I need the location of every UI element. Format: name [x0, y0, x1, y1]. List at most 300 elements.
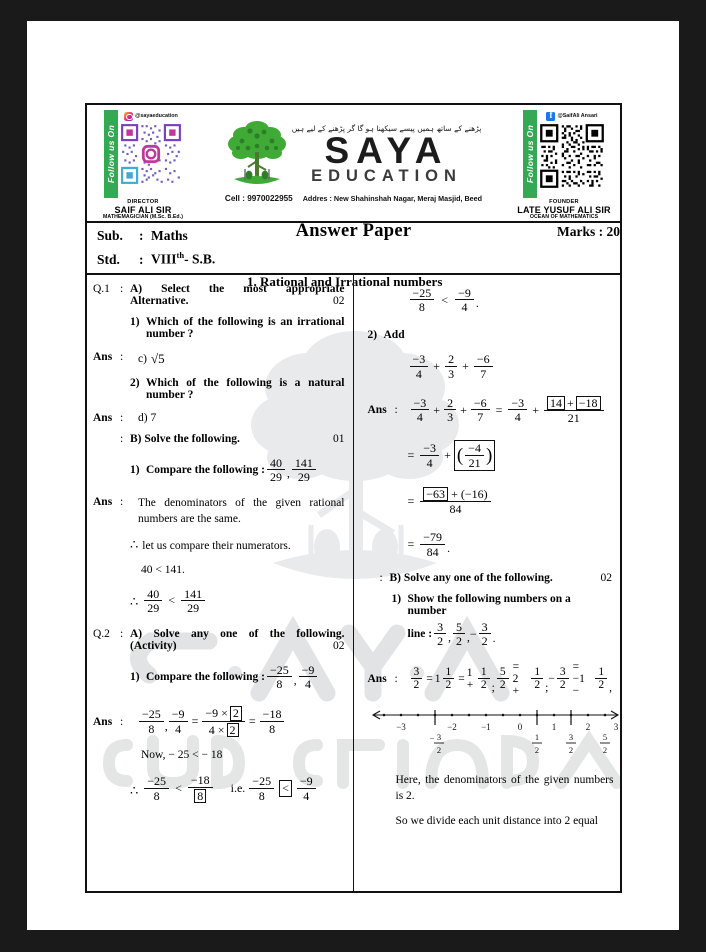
q1b-fraction-1	[267, 457, 285, 483]
rc-e1-f2-den: 3	[448, 366, 455, 381]
rc-a-f1-num: −3	[411, 397, 430, 410]
ex-a6	[557, 667, 569, 692]
rc-top-f2-num: −9	[455, 287, 474, 300]
q1-item2-text	[146, 377, 345, 401]
rc-top-f1-num: −25	[410, 287, 435, 300]
standard-value-tail: - S.B.	[184, 251, 216, 267]
svg-text:2: 2	[585, 722, 590, 733]
rc-top-comparison	[408, 287, 613, 313]
rc-a-f3-num: −6	[471, 397, 490, 410]
q1-part-a-line	[93, 283, 345, 295]
svg-text:2: 2	[534, 745, 539, 756]
q1-part-a-text2	[130, 295, 345, 307]
q2-ff2-den-box: 8	[194, 789, 206, 803]
rc-b1-period: .	[492, 633, 496, 646]
ex-a4	[497, 667, 509, 692]
standard-label: Std.	[97, 251, 120, 267]
letterhead-banner	[87, 105, 620, 223]
q1b-compare-label: Compare the following :	[146, 464, 265, 477]
follow-us-strip-left: Follow us On	[104, 110, 118, 198]
founder-role-label: FOUNDER	[549, 199, 579, 205]
q1b-fraction-2	[292, 457, 316, 483]
rc-closing-line-2: is 2.	[395, 789, 415, 802]
rc-e1-plus-1: +	[433, 359, 441, 374]
ans1-value-wrap	[138, 351, 345, 367]
rc-answer-line	[368, 396, 613, 424]
q1-item1-line2: number ?	[146, 328, 194, 340]
rc-b1-f3-den: 2	[481, 634, 488, 649]
ex-a7	[595, 667, 607, 692]
q2-ff2-den	[191, 788, 209, 803]
q1-alternative-label: Alternative.	[130, 295, 189, 307]
rc-s4-den: 84	[426, 544, 439, 559]
ex-eq1: =	[426, 673, 433, 686]
svg-text:−3: −3	[395, 722, 406, 733]
q1b-cf2-den: 29	[187, 600, 200, 615]
instagram-icon	[124, 112, 133, 121]
q1-part-a-text: A) Select the most appropriate	[130, 283, 345, 295]
svg-text:3: 3	[613, 722, 618, 733]
q1b-numerators-text: let us compare their numerators.	[142, 539, 291, 552]
rc-top-f2	[455, 287, 474, 313]
ex-a2d: 2	[445, 679, 452, 692]
ex-a1n: 3	[411, 667, 423, 680]
q1b-conclusion	[130, 588, 345, 614]
facebook-qr-code	[539, 123, 605, 189]
rc-closing-line-3: So we divide each unit distance into 2 equal	[395, 815, 598, 828]
q1b-concl-f1	[144, 588, 162, 614]
q1-part-b-line	[93, 433, 345, 445]
ans1-option: c)	[138, 353, 147, 365]
q1-item1-line1: Which of the following is an irrational	[146, 316, 345, 328]
rc-box-neg18: −18	[576, 396, 601, 410]
q1b-f2-den: 29	[297, 470, 310, 485]
q2-now-comparison: Now, − 25 < − 18	[141, 748, 223, 761]
q2-f2-num: −9	[299, 664, 318, 677]
q2-f2-den: 4	[304, 677, 311, 692]
q2-ie-label: i.e.	[230, 781, 246, 796]
ex-a7n: 1	[595, 667, 607, 680]
q1-partb-colon: :	[120, 433, 124, 445]
ex-semi1: ;	[491, 682, 495, 695]
q2-part-a-line	[93, 628, 345, 640]
ex-a6d: 2	[559, 679, 566, 692]
q1b-f1-num: 40	[267, 457, 285, 470]
rc-s4-num: −79	[420, 531, 445, 544]
ex-comma-end: ,	[609, 682, 612, 695]
standard-value	[151, 250, 215, 268]
rc-e1-f3-den: 7	[480, 366, 487, 381]
rc-part-b-line	[368, 572, 613, 584]
q2-item-1	[130, 664, 345, 690]
q2-final-lt-box: <	[279, 780, 292, 797]
rc-s2-equals: =	[407, 448, 415, 463]
q2-f1-num: −25	[267, 664, 292, 677]
q2-ans-tag: Ans	[93, 715, 113, 728]
svg-text:5: 5	[602, 732, 607, 743]
therefore-symbol-2: ∴	[130, 594, 139, 609]
q1-ans-1	[93, 351, 345, 367]
rc-b1-f3	[479, 621, 491, 647]
ex-a5n: 1	[531, 667, 543, 680]
rc-b1-f2-den: 2	[455, 634, 462, 649]
rc-a-f5-num	[544, 396, 604, 411]
rc-s3-equals: =	[407, 493, 415, 508]
svg-text:−2: −2	[446, 722, 457, 733]
rc-a-f4-num: −3	[508, 397, 527, 410]
q2-ans-expression	[138, 706, 285, 736]
rc-s2-f1	[420, 442, 439, 468]
q2-activity-label: (Activity)	[130, 640, 177, 652]
rc-a-f3	[471, 397, 490, 423]
rc-e1-f1-num: −3	[410, 353, 429, 366]
rc-item2-number: 2)	[367, 329, 378, 342]
q2-part-a-text: A) Solve any one of the following.	[130, 628, 345, 640]
rc-b1-line-word: line :	[407, 628, 433, 641]
q1-item-1	[130, 316, 345, 340]
q1-colon: :	[120, 283, 124, 295]
q1-item2-line1: Which of the following is a natural	[146, 377, 345, 389]
subject-label: Sub.	[97, 228, 123, 243]
q2-item1-body	[146, 664, 345, 690]
rc-b1-ans-expression	[409, 661, 613, 697]
therefore-symbol-3: ∴	[130, 782, 139, 798]
rc-a-f2-num: 2	[444, 397, 456, 410]
rc-b1-number: 1)	[391, 592, 402, 605]
ex-eq3: = 2 +	[512, 661, 520, 698]
rc-box-plus: +	[566, 395, 574, 410]
q1b-f2-num: 141	[292, 457, 316, 470]
q2a-f1-den: 8	[148, 721, 155, 736]
q2-ff4-den: 4	[303, 788, 310, 803]
answer-body	[87, 275, 620, 891]
rc-b1-f1	[434, 621, 446, 647]
right-social-block	[508, 105, 620, 221]
rc-s2-boxed-fraction	[454, 440, 495, 470]
q2a-f2-den: 4	[175, 721, 182, 736]
q1b-therefore-line	[130, 537, 345, 555]
rc-b-item-1	[392, 593, 613, 617]
ex-eq2: =	[458, 673, 465, 686]
number-line-diagram	[368, 705, 618, 767]
ex-one2: 1 +	[466, 667, 474, 692]
rc-s2-f2	[465, 442, 484, 468]
rc-a-plus-1: +	[433, 402, 441, 417]
rc-a-f4-den: 4	[514, 410, 521, 425]
rc-s2-f1-num: −3	[420, 442, 439, 455]
page-title: Answer Paper	[295, 221, 412, 241]
q2-colon: :	[120, 628, 124, 640]
facebook-icon	[546, 112, 555, 121]
ex-a7d: 2	[598, 679, 605, 692]
rc-step-2	[408, 440, 613, 470]
chapter-title: 1. Rational and Irrational numbers	[247, 274, 443, 289]
svg-text:2: 2	[436, 745, 441, 756]
left-answer-column	[87, 275, 354, 891]
rc-a-equals: =	[495, 402, 503, 417]
q2-ans-colon: :	[120, 715, 124, 728]
rc-b1-f3-num: 3	[479, 621, 491, 634]
ex-a5d: 2	[534, 679, 541, 692]
q1b-item-1	[130, 457, 345, 483]
q2a-f3-num	[202, 706, 245, 721]
ex-a3	[478, 667, 490, 692]
rc-ans-colon: :	[394, 404, 398, 417]
rc-b1-ans-tag: Ans	[367, 673, 387, 686]
q1-tag: Q.1	[93, 283, 110, 295]
rc-e1-f1-den: 4	[415, 366, 422, 381]
rc-a-f4	[508, 397, 527, 423]
rc-box-neg63: −63	[423, 487, 448, 501]
cell-number: Cell : 9970022955	[224, 194, 293, 203]
instagram-handle: @sayaeducation	[135, 113, 178, 119]
q1b-separator: ,	[286, 468, 290, 481]
rc-b1-sep1: ,	[448, 632, 451, 645]
rc-closing-line-1: Here, the denominators of the given numbers	[395, 774, 614, 787]
q1b-f1-den: 29	[269, 470, 282, 485]
founder-credit	[517, 200, 610, 221]
rc-ans-expression	[409, 396, 606, 424]
rc-s4-equals: =	[407, 537, 415, 552]
q2-compare-label: Compare the following :	[146, 671, 265, 684]
rc-b1-f1-num: 3	[434, 621, 446, 634]
svg-text:−1: −1	[480, 722, 491, 733]
q2a-f4-num: −18	[260, 708, 285, 721]
q2-ff1-den: 8	[153, 788, 160, 803]
standard-value-main: VIII	[151, 251, 177, 267]
standard-value-sup: th	[176, 250, 185, 260]
ex-semi2: ;	[545, 682, 549, 695]
svg-text:3: 3	[568, 732, 573, 743]
rc-b1-text: Show the following numbers on a number	[407, 592, 571, 617]
q2a-f3-den-box: 2	[227, 723, 239, 737]
ans1-tag: Ans	[93, 351, 113, 363]
instagram-qr-code	[120, 123, 182, 185]
rc-paren-open: (	[456, 445, 464, 467]
rc-top-period: .	[475, 296, 479, 311]
paper-sheet	[27, 21, 679, 930]
ans2-tag: Ans	[93, 412, 113, 424]
q2a-f3-den	[206, 722, 242, 737]
q2-final-f2	[188, 774, 213, 802]
founder-title: OCEAN OF MATHEMATICS	[529, 214, 599, 221]
rc-e1-f2-num: 2	[445, 353, 457, 366]
q2-part-a-line2	[93, 640, 345, 652]
q2a-f3	[202, 706, 245, 736]
answer-paper-document	[85, 103, 622, 893]
ex-a4n: 5	[497, 667, 509, 680]
rc-b1-sep2: ,	[466, 632, 470, 645]
rc-b1-f3-sign: −	[469, 626, 477, 641]
svg-text:2: 2	[602, 745, 607, 756]
q1b-ans-line2: numbers are the same.	[138, 512, 241, 525]
rc-s4-fraction	[420, 531, 445, 557]
q1b-item1-body	[146, 457, 345, 483]
rc-expression-1	[408, 353, 613, 379]
rc-b1-line-label	[408, 621, 613, 647]
q2-ff4-num: −9	[297, 775, 316, 788]
rc-item-2	[368, 329, 613, 341]
right-answer-column	[354, 275, 621, 891]
rc-a-f5-den: 21	[567, 411, 580, 426]
ex-one1: 1	[434, 673, 441, 686]
rc-e1-f1	[410, 353, 429, 379]
standard-colon: :	[139, 251, 144, 267]
rc-a-f2-den: 3	[447, 410, 454, 425]
founder-name: LATE YUSUF ALI SIR	[517, 204, 611, 215]
ans2-colon: :	[120, 412, 124, 424]
rc-step-3	[408, 487, 613, 515]
rc-b1-answer	[368, 661, 613, 697]
q1-part-b-text	[130, 433, 345, 445]
ans2-value: d) 7	[138, 412, 157, 424]
brand-subtitle: EDUCATION	[311, 166, 462, 185]
svg-text:−: −	[429, 733, 434, 744]
q1b-concl-f2	[181, 588, 205, 614]
rc-box-14: 14	[547, 396, 565, 410]
q1b-cf1-den: 29	[147, 600, 160, 615]
rc-a-f2	[444, 397, 456, 423]
q2-activity-wrap	[130, 640, 345, 652]
svg-text:1: 1	[534, 732, 539, 743]
q1b-ans-tag: Ans	[93, 496, 113, 509]
q2a-f1	[139, 708, 164, 734]
rc-top-f1	[410, 287, 435, 313]
ex-a6n: 3	[557, 667, 569, 680]
rc-b1-ans-colon: :	[394, 673, 398, 686]
svg-text:3: 3	[436, 732, 441, 743]
ex-minus1: −	[548, 673, 555, 686]
q2-ff3-den: 8	[258, 788, 265, 803]
rc-s2-f2-den: 21	[468, 455, 481, 470]
q2-f1-den: 8	[276, 677, 283, 692]
urdu-tagline: پڑھنے کے ساتھ ہمیں پیسے سیکھنا ہو گا گر پڑھنے کے لیے ہیں	[291, 123, 482, 133]
q2a-f3-den-pre: 4 ×	[208, 722, 225, 737]
rc-partb-colon: :	[379, 571, 383, 584]
rc-a-plus-3: +	[532, 402, 539, 417]
therefore-symbol-1: ∴	[130, 536, 139, 552]
q2-final-line	[130, 774, 345, 802]
rc-b1-f1-den: 2	[437, 634, 444, 649]
rc-top-f2-den: 4	[461, 300, 468, 315]
q2-final-f4	[297, 775, 316, 801]
ex-a5	[531, 667, 543, 692]
q2a-comma: ,	[164, 718, 168, 733]
q1b-ans-line1: The denominators of the given rational	[138, 497, 345, 510]
q1b-item1-number: 1)	[130, 464, 140, 477]
svg-text:1: 1	[551, 722, 556, 733]
ex-a1d: 2	[413, 679, 420, 692]
q2a-f4	[260, 708, 285, 734]
ex-a4d: 2	[499, 679, 506, 692]
rc-s4-period: .	[447, 540, 451, 555]
q1b-ans-colon: :	[120, 496, 124, 509]
ex-a2	[443, 667, 455, 692]
rc-s2-f2-num: −4	[465, 442, 484, 455]
director-role-label: DIRECTOR	[127, 199, 159, 205]
ex-eq4: = −1 −	[572, 661, 585, 698]
q2-final-f3	[249, 775, 274, 801]
rc-top-operator: <	[441, 292, 449, 307]
q2-item1-number: 1)	[130, 671, 140, 684]
rc-part-b-wrap	[390, 572, 613, 584]
rc-paren-close: )	[485, 445, 493, 467]
q2-ff3-num: −25	[249, 775, 274, 788]
q2-separator: ,	[293, 675, 297, 688]
q2a-equals-1: =	[191, 714, 199, 729]
q2a-f1-num: −25	[139, 708, 164, 721]
subject-colon: :	[139, 228, 144, 243]
rc-a-plus-2: +	[460, 402, 467, 417]
rc-e1-f3	[474, 353, 493, 379]
q1-part-a-line2	[93, 295, 345, 307]
rc-part-b-marks: 02	[600, 571, 612, 584]
q1-ans-2	[93, 412, 345, 424]
rc-s3-fraction	[420, 487, 490, 515]
rc-part-b-label: B) Solve any one of the following.	[389, 571, 553, 584]
q1-part-b-label: B) Solve the following.	[130, 433, 240, 445]
q2-part-a-marks: 02	[333, 640, 345, 652]
rc-top-f1-den: 8	[418, 300, 425, 315]
q2-final-lt: <	[175, 781, 182, 796]
ans1-radical-value: √5	[150, 351, 165, 366]
q1-item1-text	[146, 316, 345, 340]
q1-part-a-marks: 02	[333, 295, 345, 307]
rc-s3-num	[420, 487, 490, 502]
q1b-cf1-num: 40	[144, 588, 162, 601]
q1-item2-line2: number ?	[146, 389, 194, 401]
q2a-equals-2: =	[248, 714, 256, 729]
director-credit	[103, 200, 183, 221]
rc-e1-plus-2: +	[462, 359, 469, 374]
brand-block	[199, 105, 508, 221]
ans1-colon: :	[120, 351, 124, 363]
rc-a-f3-den: 7	[477, 410, 484, 425]
rc-b1-f2-num: 5	[453, 621, 465, 634]
q1b-compare-numerators: 40 < 141.	[141, 564, 185, 577]
ex-a1	[411, 667, 423, 692]
q1-item-2	[130, 377, 345, 401]
rc-s3-den: 84	[449, 502, 462, 517]
q1b-ans-body	[138, 496, 345, 527]
q1b-answer	[93, 496, 345, 527]
q1-item2-number: 2)	[130, 377, 140, 389]
rc-e1-f2	[445, 353, 457, 379]
q2-fraction-1	[267, 664, 292, 690]
rc-step-4	[408, 531, 613, 557]
ex-a3d: 2	[480, 679, 487, 692]
q2a-f2	[169, 708, 188, 734]
q2-ff1-num: −25	[144, 775, 169, 788]
left-social-block	[87, 105, 199, 221]
rc-a-f1-den: 4	[416, 410, 423, 425]
svg-text:0: 0	[517, 722, 522, 733]
q2-final-f1	[144, 775, 169, 801]
director-name: SAIF ALI SIR	[114, 204, 172, 215]
rc-e1-f3-num: −6	[474, 353, 493, 366]
q2a-f4-den: 8	[269, 721, 276, 736]
q2a-f2-num: −9	[169, 708, 188, 721]
facebook-handle: @SaifAli Ansari	[557, 113, 598, 119]
q2-fraction-2	[299, 664, 318, 690]
rc-a-f1	[411, 397, 430, 423]
q2a-f3-num-pre: −9 ×	[205, 706, 228, 721]
rc-s3-tail: + (−16)	[451, 486, 488, 501]
q2-ff2-num: −18	[188, 774, 213, 787]
ex-a3n: 1	[478, 667, 490, 680]
rc-item2-label: Add	[383, 329, 405, 342]
saya-tree-logo-icon	[226, 117, 288, 191]
